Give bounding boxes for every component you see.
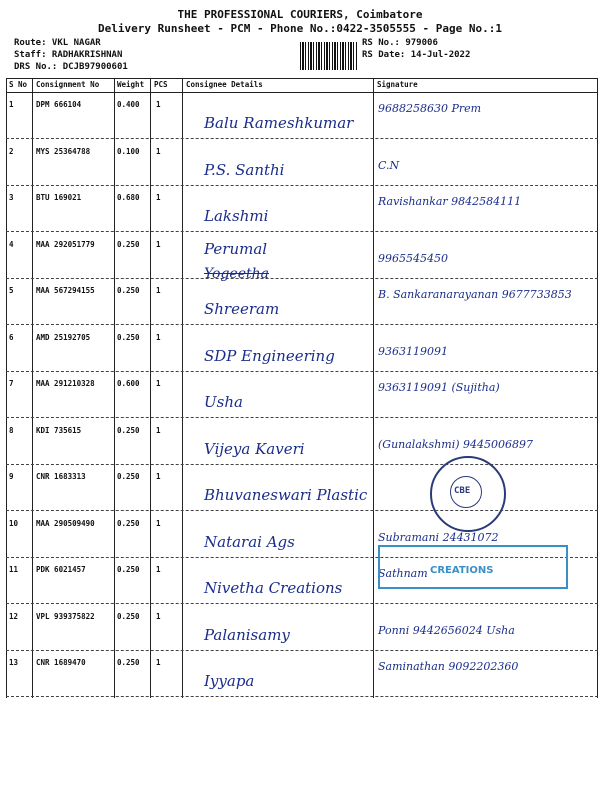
- cell-consignment: KDI 735615: [36, 425, 82, 435]
- consignee-name: Usha: [204, 393, 243, 411]
- consignee-name: Vijeya Kaveri: [204, 439, 305, 458]
- consignee-name: P.S. Santhi: [204, 160, 285, 179]
- consignee-name: SDP Engineering: [204, 346, 335, 365]
- struck-name: Yogeetha: [204, 265, 269, 282]
- cell-pcs: 1: [156, 100, 161, 109]
- cell-sno: 12: [9, 611, 19, 621]
- cell-pcs: 1: [156, 146, 161, 156]
- cell-sno: 3: [9, 193, 14, 202]
- consignee-name: Shreeram: [204, 300, 280, 318]
- rs-number: RS No.: 979006: [362, 38, 438, 48]
- signature: Subramani 24431072: [378, 530, 499, 544]
- cell-weight: 0.400: [117, 100, 140, 109]
- signature: C.N: [378, 158, 400, 172]
- cell-weight: 0.250: [117, 518, 140, 528]
- cell-consignment: BTU 169021: [36, 193, 82, 202]
- cell-weight: 0.250: [117, 332, 140, 342]
- company-title: THE PROFESSIONAL COURIERS, Coimbatore: [177, 8, 423, 21]
- signature: (Gunalakshmi) 9445006897: [378, 437, 533, 451]
- cell-sno: 1: [9, 100, 14, 109]
- cell-sno: 10: [9, 518, 19, 528]
- cell-weight: 0.600: [117, 379, 140, 388]
- consignee-name: Lakshmi: [204, 207, 269, 225]
- signature: Saminathan 9092202360: [378, 660, 519, 673]
- cell-weight: 0.250: [117, 239, 140, 249]
- table-row: [6, 464, 598, 511]
- consignee-name: Perumal: [204, 239, 268, 258]
- runsheet-subtitle: Delivery Runsheet - PCM - Phone No.:0422-3505555 - Page No.:1: [98, 22, 502, 35]
- col-weight: Weight: [117, 80, 145, 89]
- cell-weight: 0.680: [117, 193, 140, 202]
- cell-sno: 11: [9, 565, 19, 574]
- cell-consignment: MAA 292051779: [36, 239, 95, 249]
- consignee-name: Palanisamy: [204, 625, 290, 644]
- cell-weight: 0.250: [117, 658, 140, 667]
- creations-stamp-text: CREATIONS: [430, 565, 494, 576]
- table-row: [6, 278, 598, 325]
- cell-pcs: 1: [156, 286, 161, 295]
- signature: 9688258630 Prem: [378, 102, 482, 115]
- table-row: [6, 325, 598, 372]
- cell-pcs: 1: [156, 565, 161, 574]
- signature: Ponni 9442656024 Usha: [378, 623, 515, 637]
- round-stamp-text: CBE: [454, 486, 471, 496]
- col-consignment: Consignment No: [36, 80, 100, 89]
- table-row: [6, 650, 598, 697]
- route-label: Route: VKL NAGAR: [14, 38, 101, 48]
- signature: Ravishankar 9842584111: [378, 195, 522, 208]
- cell-sno: 2: [9, 146, 14, 156]
- signature: B. Sankaranarayanan 9677733853: [378, 288, 572, 301]
- cell-pcs: 1: [156, 425, 161, 435]
- drs-number: DRS No.: DCJB97900601: [14, 62, 128, 72]
- signature: 9363119091: [378, 344, 448, 358]
- col-pcs: PCS: [154, 80, 168, 89]
- cell-weight: 0.250: [117, 565, 140, 574]
- cell-weight: 0.250: [117, 425, 140, 435]
- table-row: [6, 92, 598, 139]
- cell-consignment: PDK 6021457: [36, 565, 86, 574]
- cell-sno: 9: [9, 472, 14, 481]
- cell-consignment: MYS 25364788: [36, 146, 91, 156]
- cell-sno: 8: [9, 425, 14, 435]
- table-row: [6, 185, 598, 232]
- cell-consignment: MAA 290509490: [36, 518, 95, 528]
- cell-consignment: AMD 25192705: [36, 332, 91, 342]
- cell-pcs: 1: [156, 379, 161, 388]
- rs-date: RS Date: 14-Jul-2022: [362, 50, 471, 60]
- cell-consignment: DPM 666104: [36, 100, 82, 109]
- consignee-name: Balu Rameshkumar: [204, 114, 354, 132]
- cell-consignment: CNR 1683313: [36, 472, 86, 481]
- signature: Sathnam: [378, 567, 428, 580]
- cell-consignment: MAA 567294155: [36, 286, 95, 295]
- cell-pcs: 1: [156, 518, 161, 528]
- consignee-name: Natarai Ags: [204, 532, 295, 551]
- cell-pcs: 1: [156, 611, 161, 621]
- consignee-name: Iyyapa: [204, 672, 255, 690]
- table-row: [6, 371, 598, 418]
- cell-sno: 13: [9, 658, 19, 667]
- table-row: [6, 604, 598, 651]
- consignee-name: Bhuvaneswari Plastic: [204, 486, 368, 504]
- table-row: [6, 232, 598, 282]
- staff-label: Staff: RADHAKRISHNAN: [14, 50, 123, 60]
- cell-sno: 4: [9, 239, 14, 249]
- cell-pcs: 1: [156, 239, 161, 249]
- cell-weight: 0.100: [117, 146, 140, 156]
- cell-consignment: VPL 939375822: [36, 611, 95, 621]
- col-sno: S No: [9, 80, 28, 89]
- barcode: [300, 42, 358, 70]
- signature: 9965545450: [378, 251, 448, 265]
- signature: 9363119091 (Sujitha): [378, 381, 500, 394]
- cell-weight: 0.250: [117, 286, 140, 295]
- cell-pcs: 1: [156, 472, 161, 481]
- table-row: [6, 139, 598, 186]
- table-row: [6, 418, 598, 465]
- cell-consignment: CNR 1689470: [36, 658, 86, 667]
- runsheet-table: [6, 78, 598, 698]
- cell-consignment: MAA 291210328: [36, 379, 95, 388]
- creations-stamp: [378, 545, 568, 589]
- col-details: Consignee Details: [186, 80, 263, 89]
- cell-sno: 6: [9, 332, 14, 342]
- cell-sno: 7: [9, 379, 14, 388]
- cell-weight: 0.250: [117, 611, 140, 621]
- cell-pcs: 1: [156, 193, 161, 202]
- cell-sno: 5: [9, 286, 14, 295]
- consignee-name: Nivetha Creations: [204, 579, 343, 597]
- cell-pcs: 1: [156, 332, 161, 342]
- cell-pcs: 1: [156, 658, 161, 667]
- cell-weight: 0.250: [117, 472, 140, 481]
- col-signature: Signature: [377, 80, 418, 89]
